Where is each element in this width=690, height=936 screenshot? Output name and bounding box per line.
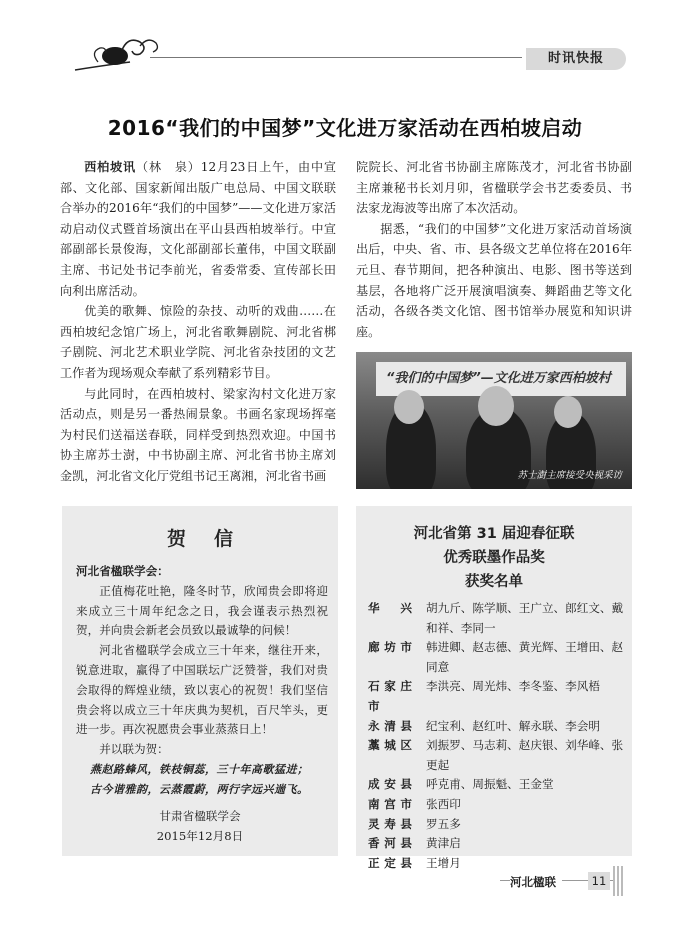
letter-date: 2015年12月8日 xyxy=(156,829,244,843)
award-city: 南宫市 xyxy=(368,796,412,811)
section-label: 时讯快报 xyxy=(526,48,626,70)
award-city: 藁城区 xyxy=(368,738,412,753)
article-paragraph-4: 据悉，“我们的中国梦”文化进万家活动首场演出后，中央、省、市、县各级文艺单位将在2016年元旦、春节期间，把各种演出、电影、图书等送到基层，各地将广泛开展演唱演奏、舞蹈曲艺等文化活动，各级各类文化馆、图书馆举办展览和知识讲座。 xyxy=(356,221,632,339)
award-row xyxy=(368,638,626,677)
award-list-box xyxy=(356,506,632,870)
photo-face xyxy=(554,396,582,428)
award-city: 廊坊市 xyxy=(368,640,412,655)
article-column-left xyxy=(60,157,336,487)
letter-paragraph: 河北省楹联学会成立三十年来，继往开来，锐意进取，赢得了中国联坛广泛赞誉，我们对贵会取得的辉煌业绩，致以衷心的祝贺！我们坚信贵会将以成立三十年庆典为契机，百尺竿头，更进一步。再次祝愿贵会事业蒸蒸日上！ xyxy=(76,643,328,737)
award-row xyxy=(368,599,626,638)
award-title: 河北省第 31 届迎春征联 优秀联墨作品奖 获奖名单 xyxy=(413,526,575,590)
article-column-right xyxy=(356,157,632,342)
photo-face xyxy=(478,386,514,426)
award-row xyxy=(368,854,626,874)
couplet-line: 古今谐雅韵，云蒸霞蔚，两行字远兴遄飞。 xyxy=(90,782,309,796)
photo-face xyxy=(394,390,424,424)
award-names: 刘振罗、马志莉、赵庆银、刘华峰、张更起 xyxy=(426,738,624,772)
award-row xyxy=(368,834,626,854)
cloud-ornament-icon xyxy=(70,32,165,77)
article-paragraph-2: 优美的歌舞、惊险的杂技、动听的戏曲……在西柏坡纪念馆广场上，河北省歌舞剧院、河北省梆子剧院、河北艺术职业学院、河北省杂技团的文艺工作者为现场观众奉献了系列精彩节目。 xyxy=(60,304,336,380)
award-city: 永清县 xyxy=(368,718,412,733)
award-city: 成安县 xyxy=(368,777,412,792)
award-row xyxy=(368,815,626,835)
award-names: 张西印 xyxy=(426,796,461,811)
award-rows xyxy=(368,599,626,873)
award-names: 罗五多 xyxy=(426,816,461,831)
photo-caption: 苏士澍主席接受央视采访 xyxy=(517,470,622,481)
award-names: 韩进卿、赵志德、黄光辉、王增田、赵同意 xyxy=(426,640,624,674)
photo-banner: “我们的中国梦”—文化进万家西柏坡村 xyxy=(376,362,626,396)
letter-body xyxy=(76,562,328,800)
page-number: 11 xyxy=(588,872,610,890)
article-dateline: 西柏坡讯 xyxy=(84,160,136,174)
congratulation-letter-box xyxy=(62,506,338,856)
letter-paragraph: 并以联为贺： xyxy=(99,742,169,757)
award-city: 香河县 xyxy=(368,836,412,851)
award-names: 呼克甫、周振魁、王金堂 xyxy=(426,777,554,792)
award-row xyxy=(368,677,626,716)
award-row xyxy=(368,795,626,815)
award-names: 胡九斤、陈学顺、王广立、郎红文、戴和祥、李同一 xyxy=(426,601,624,635)
award-city: 灵寿县 xyxy=(368,816,412,831)
header-rule xyxy=(150,57,522,58)
article-paragraph-1: 西柏坡讯（林 泉）12月23日上午，由中宣部、文化部、国家新闻出版广电总局、中国文联联合举办的2016年“我们的中国梦”——文化进万家活动启动仪式暨首场演出在平山县西柏坡举行。中宣部副部长景俊海，文化部副部长董伟，中国文联副主席、书记处书记李前光，省委常委、宣传部长田向利出席活动。 xyxy=(60,160,336,298)
event-photo xyxy=(356,352,632,489)
letter-title: 贺信 xyxy=(166,528,261,550)
article-paragraph-3: 与此同时，在西柏坡村、梁家沟村文化进万家活动点，则是另一番热闹景象。书画名家现场挥毫为村民们送福送春联，同样受到热烈欢迎。中国书协主席苏士澍，中书协副主席、河北省书协主席刘金凯，河北省文化厅党组书记王离湘，河北省书画 xyxy=(60,386,336,483)
magazine-name: 河北楹联 xyxy=(510,874,562,890)
letter-paragraph: 正值梅花吐艳，隆冬时节，欣闻贵会即将迎来成立三十周年纪念之日，我会谨表示热烈祝贺，并向贵会新老会员致以最诚挚的问候！ xyxy=(76,583,328,638)
award-city: 正定县 xyxy=(368,855,412,870)
award-names: 王增月 xyxy=(426,855,461,870)
letter-signer: 甘肃省楹联学会 xyxy=(159,809,241,823)
award-row xyxy=(368,717,626,737)
page-edge-decoration xyxy=(613,866,623,896)
award-names: 李洪亮、周光炜、李冬鉴、李风梧 xyxy=(426,679,600,694)
article-author: （林 泉） xyxy=(136,160,201,174)
award-city: 石家庄市 xyxy=(368,679,412,713)
award-names: 纪宝利、赵红叶、解永联、李会明 xyxy=(426,718,600,733)
article-paragraph-3-cont: 院院长、河北省书协副主席陈茂才，河北省书协副主席兼秘书长刘月卯，省楹联学会书艺委委员、书法家龙海波等出席了本次活动。 xyxy=(356,160,632,216)
award-city: 华兴 xyxy=(368,601,412,615)
article-title: 2016“我们的中国梦”文化进万家活动在西柏坡启动 xyxy=(107,116,583,140)
award-names: 黄津启 xyxy=(426,836,461,851)
couplet-line: 燕赵路蜂风，铁枝铜蕊，三十年高歌猛进； xyxy=(90,762,309,776)
letter-salutation: 河北省楹联学会： xyxy=(76,564,169,578)
award-row xyxy=(368,736,626,775)
award-row xyxy=(368,775,626,795)
